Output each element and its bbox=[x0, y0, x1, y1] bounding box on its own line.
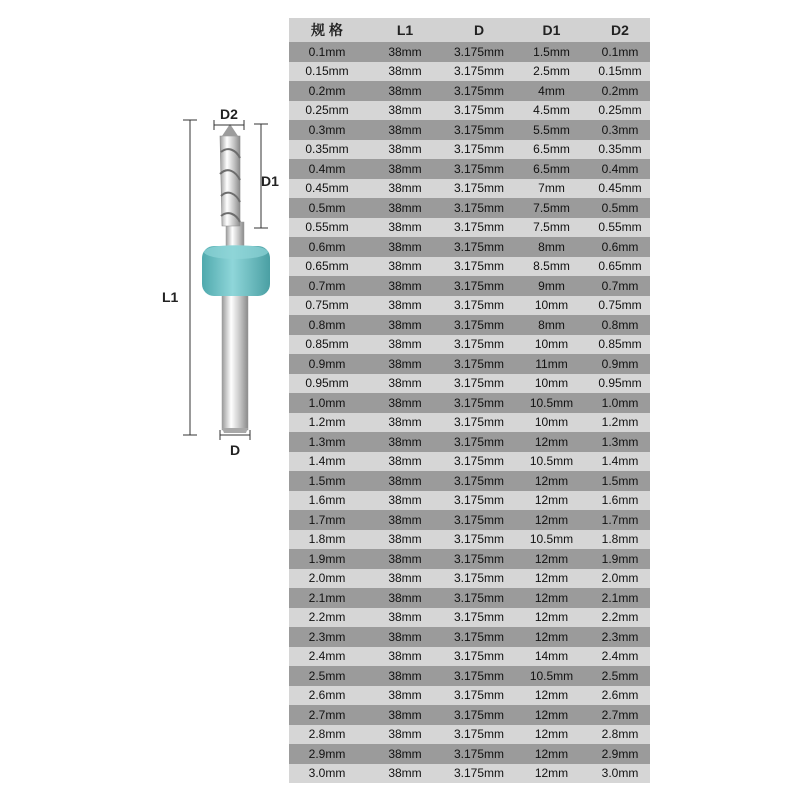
table-row bbox=[289, 744, 650, 764]
cell-d2: 2.2mm bbox=[590, 608, 650, 628]
cell-d2: 0.5mm bbox=[590, 198, 650, 218]
cell-d1: 2.5mm bbox=[513, 62, 590, 82]
cell-d: 3.175mm bbox=[445, 588, 513, 608]
cell-d: 3.175mm bbox=[445, 354, 513, 374]
table-row bbox=[289, 335, 650, 355]
table-row bbox=[289, 725, 650, 745]
cell-spec: 2.6mm bbox=[289, 686, 365, 706]
table-row bbox=[289, 179, 650, 199]
cell-d: 3.175mm bbox=[445, 491, 513, 511]
cell-d2: 3.0mm bbox=[590, 764, 650, 784]
cell-d: 3.175mm bbox=[445, 218, 513, 238]
cell-l1: 38mm bbox=[365, 627, 445, 647]
cell-d1: 10.5mm bbox=[513, 452, 590, 472]
table-row bbox=[289, 588, 650, 608]
cell-spec: 0.65mm bbox=[289, 257, 365, 277]
cell-d2: 0.35mm bbox=[590, 140, 650, 160]
table-row bbox=[289, 276, 650, 296]
cell-d: 3.175mm bbox=[445, 530, 513, 550]
cell-l1: 38mm bbox=[365, 198, 445, 218]
cell-spec: 2.4mm bbox=[289, 647, 365, 667]
cell-d: 3.175mm bbox=[445, 744, 513, 764]
cell-d1: 4.5mm bbox=[513, 101, 590, 121]
cell-l1: 38mm bbox=[365, 666, 445, 686]
shank bbox=[222, 292, 248, 430]
cell-d1: 12mm bbox=[513, 686, 590, 706]
cell-l1: 38mm bbox=[365, 510, 445, 530]
cell-d1: 8.5mm bbox=[513, 257, 590, 277]
table-row bbox=[289, 549, 650, 569]
cell-d2: 2.8mm bbox=[590, 725, 650, 745]
cell-d: 3.175mm bbox=[445, 452, 513, 472]
cell-d2: 1.0mm bbox=[590, 393, 650, 413]
table-row bbox=[289, 452, 650, 472]
cell-d1: 12mm bbox=[513, 549, 590, 569]
table-row bbox=[289, 510, 650, 530]
cell-spec: 0.5mm bbox=[289, 198, 365, 218]
shank-tip bbox=[222, 428, 248, 433]
cell-d1: 12mm bbox=[513, 510, 590, 530]
cell-d: 3.175mm bbox=[445, 257, 513, 277]
cell-d2: 1.2mm bbox=[590, 413, 650, 433]
drill-bit-diagram bbox=[0, 0, 290, 800]
cell-d1: 12mm bbox=[513, 471, 590, 491]
cell-spec: 2.8mm bbox=[289, 725, 365, 745]
cell-l1: 38mm bbox=[365, 315, 445, 335]
cell-l1: 38mm bbox=[365, 257, 445, 277]
cell-spec: 1.7mm bbox=[289, 510, 365, 530]
cell-d: 3.175mm bbox=[445, 62, 513, 82]
cell-d2: 0.9mm bbox=[590, 354, 650, 374]
cell-d2: 0.45mm bbox=[590, 179, 650, 199]
cell-spec: 0.75mm bbox=[289, 296, 365, 316]
cell-d2: 1.4mm bbox=[590, 452, 650, 472]
cell-spec: 0.7mm bbox=[289, 276, 365, 296]
cell-d2: 2.4mm bbox=[590, 647, 650, 667]
table-row bbox=[289, 315, 650, 335]
cell-d1: 12mm bbox=[513, 705, 590, 725]
cell-d2: 1.5mm bbox=[590, 471, 650, 491]
cell-d2: 0.25mm bbox=[590, 101, 650, 121]
table-row bbox=[289, 120, 650, 140]
cell-d: 3.175mm bbox=[445, 647, 513, 667]
cell-d1: 4mm bbox=[513, 81, 590, 101]
cell-d: 3.175mm bbox=[445, 237, 513, 257]
cell-l1: 38mm bbox=[365, 432, 445, 452]
cell-d2: 1.8mm bbox=[590, 530, 650, 550]
cell-d: 3.175mm bbox=[445, 510, 513, 530]
cell-d2: 1.7mm bbox=[590, 510, 650, 530]
cell-spec: 0.85mm bbox=[289, 335, 365, 355]
cell-l1: 38mm bbox=[365, 62, 445, 82]
cell-spec: 0.95mm bbox=[289, 374, 365, 394]
cell-d: 3.175mm bbox=[445, 179, 513, 199]
cell-d1: 12mm bbox=[513, 588, 590, 608]
d2-label: D2 bbox=[220, 106, 238, 122]
table-row bbox=[289, 62, 650, 82]
cell-spec: 0.9mm bbox=[289, 354, 365, 374]
d1-label: D1 bbox=[261, 173, 279, 189]
cell-d2: 2.7mm bbox=[590, 705, 650, 725]
cell-d1: 12mm bbox=[513, 725, 590, 745]
cell-d: 3.175mm bbox=[445, 315, 513, 335]
cell-spec: 2.3mm bbox=[289, 627, 365, 647]
cell-l1: 38mm bbox=[365, 686, 445, 706]
table-row bbox=[289, 354, 650, 374]
cell-l1: 38mm bbox=[365, 569, 445, 589]
cell-d2: 2.6mm bbox=[590, 686, 650, 706]
cell-spec: 2.7mm bbox=[289, 705, 365, 725]
table-row bbox=[289, 686, 650, 706]
header-spec: 规 格 bbox=[289, 18, 365, 42]
cell-d2: 1.9mm bbox=[590, 549, 650, 569]
cell-d2: 0.7mm bbox=[590, 276, 650, 296]
spec-table bbox=[289, 18, 650, 783]
cell-spec: 2.5mm bbox=[289, 666, 365, 686]
table-row bbox=[289, 257, 650, 277]
collar bbox=[202, 245, 270, 296]
table-row bbox=[289, 608, 650, 628]
cell-d: 3.175mm bbox=[445, 666, 513, 686]
cell-d1: 6.5mm bbox=[513, 140, 590, 160]
cell-l1: 38mm bbox=[365, 530, 445, 550]
cell-d2: 2.1mm bbox=[590, 588, 650, 608]
table-row bbox=[289, 705, 650, 725]
cell-d: 3.175mm bbox=[445, 569, 513, 589]
cell-spec: 2.2mm bbox=[289, 608, 365, 628]
table-row bbox=[289, 647, 650, 667]
cell-l1: 38mm bbox=[365, 764, 445, 784]
table-row bbox=[289, 764, 650, 784]
cell-l1: 38mm bbox=[365, 276, 445, 296]
table-row bbox=[289, 81, 650, 101]
cell-l1: 38mm bbox=[365, 549, 445, 569]
cell-d2: 1.6mm bbox=[590, 491, 650, 511]
table-row bbox=[289, 237, 650, 257]
cell-d1: 12mm bbox=[513, 432, 590, 452]
cell-d2: 0.4mm bbox=[590, 159, 650, 179]
table-row bbox=[289, 569, 650, 589]
l1-label: L1 bbox=[162, 289, 179, 305]
cell-d: 3.175mm bbox=[445, 296, 513, 316]
cell-l1: 38mm bbox=[365, 120, 445, 140]
cell-d1: 12mm bbox=[513, 491, 590, 511]
cell-spec: 0.3mm bbox=[289, 120, 365, 140]
header-d2: D2 bbox=[590, 18, 650, 42]
cell-l1: 38mm bbox=[365, 491, 445, 511]
cell-spec: 1.3mm bbox=[289, 432, 365, 452]
cell-l1: 38mm bbox=[365, 374, 445, 394]
cell-d1: 10.5mm bbox=[513, 393, 590, 413]
cell-spec: 1.4mm bbox=[289, 452, 365, 472]
cell-d: 3.175mm bbox=[445, 140, 513, 160]
cell-d: 3.175mm bbox=[445, 627, 513, 647]
cell-d: 3.175mm bbox=[445, 471, 513, 491]
cell-d1: 10.5mm bbox=[513, 530, 590, 550]
cell-d1: 12mm bbox=[513, 764, 590, 784]
table-row bbox=[289, 140, 650, 160]
cell-d1: 10mm bbox=[513, 296, 590, 316]
l1-dimension bbox=[183, 120, 197, 435]
cell-d: 3.175mm bbox=[445, 159, 513, 179]
cell-d1: 9mm bbox=[513, 276, 590, 296]
header-l1: L1 bbox=[365, 18, 445, 42]
cell-d2: 0.95mm bbox=[590, 374, 650, 394]
cell-l1: 38mm bbox=[365, 81, 445, 101]
table-row bbox=[289, 374, 650, 394]
cell-d1: 10.5mm bbox=[513, 666, 590, 686]
cell-spec: 0.6mm bbox=[289, 237, 365, 257]
cell-spec: 0.35mm bbox=[289, 140, 365, 160]
cell-spec: 0.15mm bbox=[289, 62, 365, 82]
cell-l1: 38mm bbox=[365, 237, 445, 257]
cell-d1: 8mm bbox=[513, 237, 590, 257]
cell-d: 3.175mm bbox=[445, 120, 513, 140]
d-label: D bbox=[230, 442, 241, 458]
cell-d: 3.175mm bbox=[445, 198, 513, 218]
cell-d: 3.175mm bbox=[445, 432, 513, 452]
cell-d2: 0.8mm bbox=[590, 315, 650, 335]
cell-d1: 10mm bbox=[513, 374, 590, 394]
cell-spec: 0.45mm bbox=[289, 179, 365, 199]
cell-d: 3.175mm bbox=[445, 335, 513, 355]
cell-d1: 12mm bbox=[513, 744, 590, 764]
spec-table-body bbox=[289, 42, 650, 783]
cell-spec: 1.5mm bbox=[289, 471, 365, 491]
cell-spec: 2.9mm bbox=[289, 744, 365, 764]
cell-spec: 1.0mm bbox=[289, 393, 365, 413]
table-row bbox=[289, 218, 650, 238]
table-row bbox=[289, 198, 650, 218]
cell-d1: 10mm bbox=[513, 335, 590, 355]
cell-l1: 38mm bbox=[365, 393, 445, 413]
cell-d1: 5.5mm bbox=[513, 120, 590, 140]
cell-d: 3.175mm bbox=[445, 101, 513, 121]
cell-spec: 2.0mm bbox=[289, 569, 365, 589]
cell-d: 3.175mm bbox=[445, 42, 513, 62]
cell-spec: 0.25mm bbox=[289, 101, 365, 121]
cell-spec: 0.4mm bbox=[289, 159, 365, 179]
cell-d1: 11mm bbox=[513, 354, 590, 374]
cell-spec: 1.2mm bbox=[289, 413, 365, 433]
cell-spec: 1.6mm bbox=[289, 491, 365, 511]
cell-d2: 0.2mm bbox=[590, 81, 650, 101]
cell-d: 3.175mm bbox=[445, 764, 513, 784]
cell-d2: 2.0mm bbox=[590, 569, 650, 589]
cell-l1: 38mm bbox=[365, 588, 445, 608]
cell-l1: 38mm bbox=[365, 42, 445, 62]
cell-d1: 12mm bbox=[513, 627, 590, 647]
cell-l1: 38mm bbox=[365, 413, 445, 433]
cell-d: 3.175mm bbox=[445, 686, 513, 706]
cell-spec: 0.1mm bbox=[289, 42, 365, 62]
cell-d2: 0.3mm bbox=[590, 120, 650, 140]
table-row bbox=[289, 432, 650, 452]
table-row bbox=[289, 471, 650, 491]
cell-d1: 7.5mm bbox=[513, 218, 590, 238]
cell-spec: 2.1mm bbox=[289, 588, 365, 608]
cell-d1: 12mm bbox=[513, 608, 590, 628]
cell-l1: 38mm bbox=[365, 179, 445, 199]
cell-l1: 38mm bbox=[365, 140, 445, 160]
cell-d: 3.175mm bbox=[445, 608, 513, 628]
cell-d2: 2.9mm bbox=[590, 744, 650, 764]
cell-d: 3.175mm bbox=[445, 276, 513, 296]
cell-spec: 0.8mm bbox=[289, 315, 365, 335]
cell-l1: 38mm bbox=[365, 335, 445, 355]
cell-d2: 1.3mm bbox=[590, 432, 650, 452]
cell-d1: 7.5mm bbox=[513, 198, 590, 218]
table-row bbox=[289, 393, 650, 413]
cell-d: 3.175mm bbox=[445, 705, 513, 725]
cell-l1: 38mm bbox=[365, 608, 445, 628]
cell-d1: 12mm bbox=[513, 569, 590, 589]
table-row bbox=[289, 101, 650, 121]
cell-d1: 14mm bbox=[513, 647, 590, 667]
cell-l1: 38mm bbox=[365, 296, 445, 316]
cell-d1: 8mm bbox=[513, 315, 590, 335]
cell-d2: 0.75mm bbox=[590, 296, 650, 316]
spec-table-header-row bbox=[289, 18, 650, 42]
cell-spec: 1.8mm bbox=[289, 530, 365, 550]
cell-l1: 38mm bbox=[365, 159, 445, 179]
cell-d: 3.175mm bbox=[445, 393, 513, 413]
cell-d2: 0.55mm bbox=[590, 218, 650, 238]
header-d: D bbox=[445, 18, 513, 42]
table-row bbox=[289, 530, 650, 550]
cell-d2: 0.1mm bbox=[590, 42, 650, 62]
cell-l1: 38mm bbox=[365, 452, 445, 472]
cell-d2: 2.3mm bbox=[590, 627, 650, 647]
cell-l1: 38mm bbox=[365, 218, 445, 238]
cell-l1: 38mm bbox=[365, 647, 445, 667]
cell-d2: 0.85mm bbox=[590, 335, 650, 355]
cell-d: 3.175mm bbox=[445, 413, 513, 433]
table-row bbox=[289, 159, 650, 179]
cell-spec: 0.2mm bbox=[289, 81, 365, 101]
cell-d: 3.175mm bbox=[445, 374, 513, 394]
flute bbox=[220, 124, 240, 226]
cell-l1: 38mm bbox=[365, 705, 445, 725]
cell-d2: 2.5mm bbox=[590, 666, 650, 686]
table-row bbox=[289, 627, 650, 647]
cell-l1: 38mm bbox=[365, 354, 445, 374]
table-row bbox=[289, 491, 650, 511]
cell-d: 3.175mm bbox=[445, 549, 513, 569]
cell-d1: 10mm bbox=[513, 413, 590, 433]
cell-d: 3.175mm bbox=[445, 725, 513, 745]
table-row bbox=[289, 296, 650, 316]
cell-l1: 38mm bbox=[365, 744, 445, 764]
cell-d: 3.175mm bbox=[445, 81, 513, 101]
header-d1: D1 bbox=[513, 18, 590, 42]
cell-d1: 6.5mm bbox=[513, 159, 590, 179]
cell-l1: 38mm bbox=[365, 101, 445, 121]
cell-d1: 1.5mm bbox=[513, 42, 590, 62]
table-row bbox=[289, 666, 650, 686]
table-row bbox=[289, 42, 650, 62]
table-row bbox=[289, 413, 650, 433]
cell-spec: 1.9mm bbox=[289, 549, 365, 569]
cell-d2: 0.6mm bbox=[590, 237, 650, 257]
cell-d1: 7mm bbox=[513, 179, 590, 199]
cell-spec: 0.55mm bbox=[289, 218, 365, 238]
cell-spec: 3.0mm bbox=[289, 764, 365, 784]
cell-l1: 38mm bbox=[365, 471, 445, 491]
cell-d2: 0.15mm bbox=[590, 62, 650, 82]
cell-l1: 38mm bbox=[365, 725, 445, 745]
cell-d2: 0.65mm bbox=[590, 257, 650, 277]
